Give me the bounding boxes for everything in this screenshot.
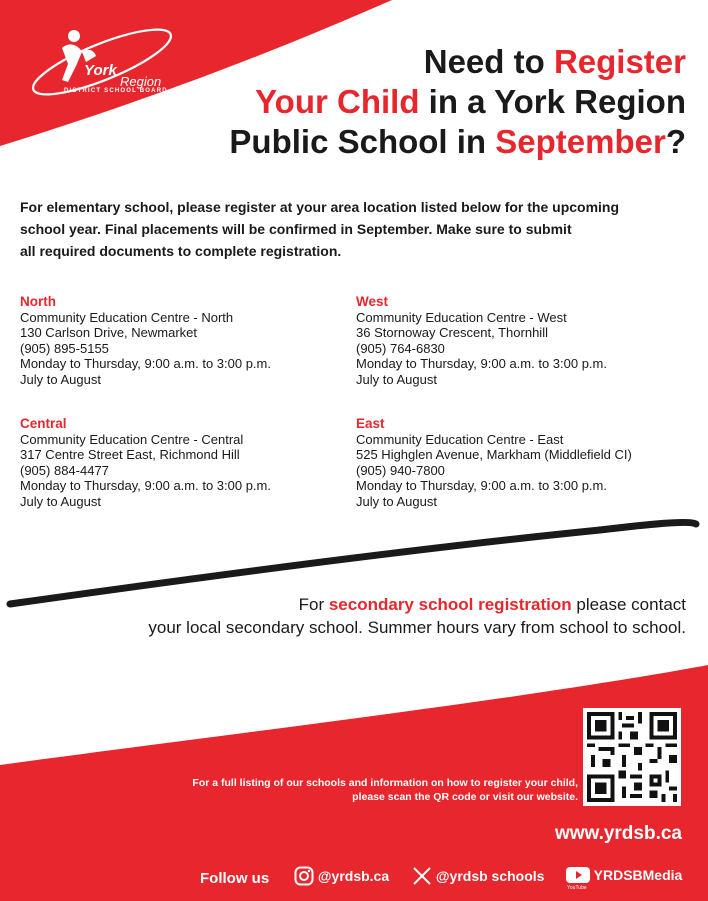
logo-board-text: DISTRICT SCHOOL BOARD <box>64 88 168 94</box>
x-link[interactable]: @yrdsb schools <box>412 866 544 889</box>
location-west: West Community Education Centre - West 36 Stornoway Crescent, Thornhill (905) 764-6830 Monday to Thursday, 9:00 a.m. to 3:00 p.m. July to August <box>356 294 607 387</box>
location-central: Central Community Education Centre - Central 317 Centre Street East, Richmond Hill (905) 884-4477 Monday to Thursday, 9:00 a.m. to 3:00 p.m. July to August <box>20 416 271 509</box>
intro-paragraph: For elementary school, please register at your area location listed below for the upcoming school year. Final placements will be confirmed in September. Make sure to submit all required documents to complete registration. <box>20 199 620 259</box>
youtube-sub-label: YouTube <box>567 885 587 891</box>
instagram-icon <box>294 866 314 889</box>
follow-us-label: Follow us <box>200 870 270 887</box>
location-north: North Community Education Centre - North 130 Carlson Drive, Newmarket (905) 895-5155 Monday to Thursday, 9:00 a.m. to 3:00 p.m. July to August <box>20 294 271 387</box>
logo-text-region: Region <box>120 74 162 89</box>
instagram-link[interactable]: @yrdsb.ca <box>294 866 389 889</box>
page-title: Need to Register Your Child in a York Region Public School in September? <box>229 43 686 160</box>
website-link[interactable]: www.yrdsb.ca <box>554 823 682 844</box>
x-icon <box>412 866 432 889</box>
logo-text-york: York <box>84 62 117 79</box>
youtube-link[interactable]: YRDSBMedia <box>566 866 682 887</box>
qr-code[interactable] <box>583 708 681 806</box>
location-east: East Community Education Centre - East 525 Highglen Avenue, Markham (Middlefield CI) (905) 940-7800 Monday to Thursday, 9:00 a.m. to 3:00 p.m. July to August <box>356 416 632 509</box>
secondary-registration-note: For secondary school registration please contact your local secondary school. Summer hours vary from school to school. <box>148 595 686 637</box>
youtube-icon <box>566 866 590 887</box>
footer-info: For a full listing of our schools and information on how to register your child, please scan the QR code or visit our website. <box>192 777 578 803</box>
